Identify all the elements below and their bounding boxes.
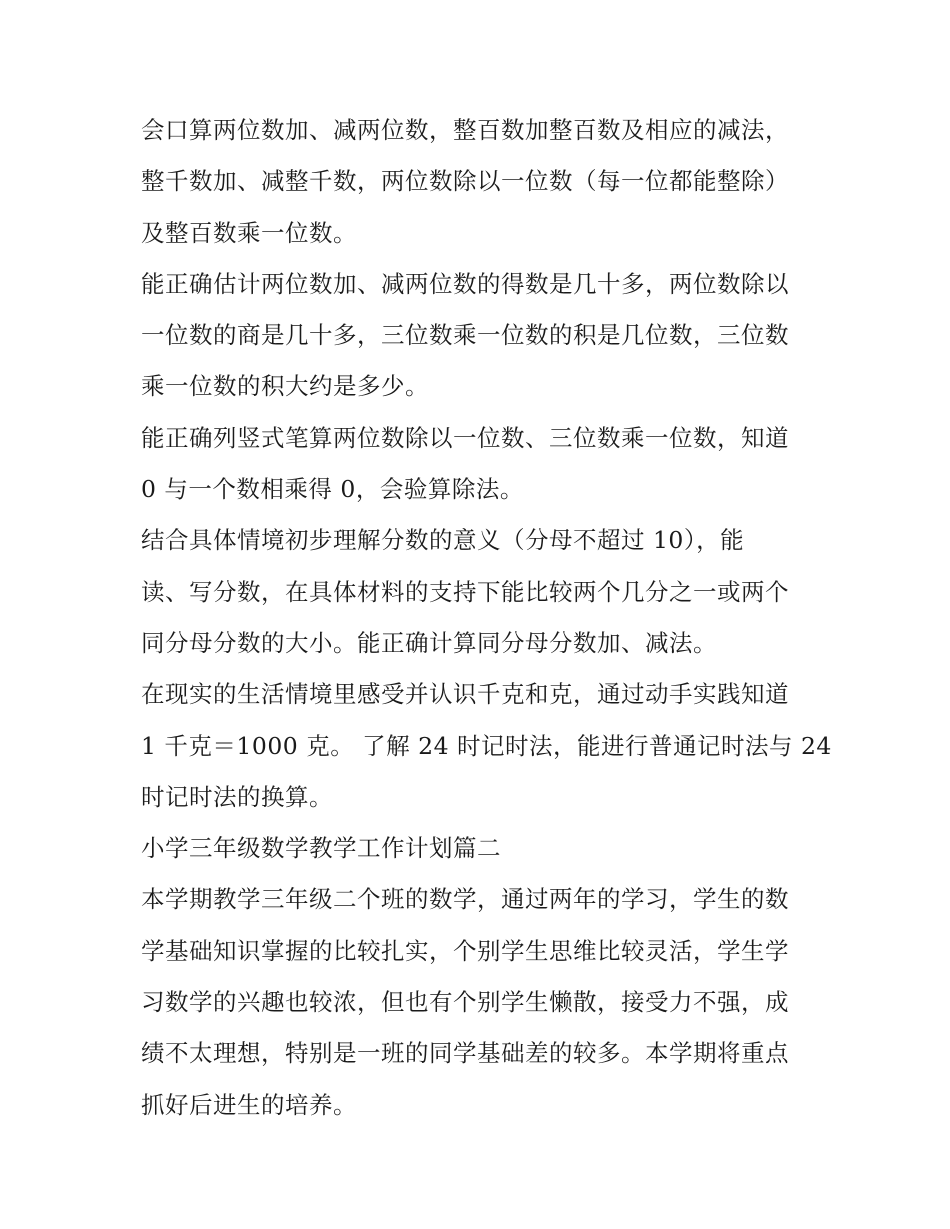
text-line: 结合具体情境初步理解分数的意义（分母不超过 10），能 — [141, 526, 745, 555]
text-line: 会口算两位数加、减两位数，整百数加整百数及相应的减法， — [141, 116, 789, 144]
document-body — [141, 105, 832, 1131]
text-line: 整千数加、减整千数，两位数除以一位数（每一位都能整除） — [141, 167, 789, 196]
text-line: 时记时法的换算。 — [141, 782, 333, 811]
section-heading: 小学三年级数学教学工作计划篇二 — [141, 834, 501, 863]
text-line: 0 与一个数相乘得 0，会验算除法。 — [141, 475, 524, 504]
text-line: 本学期教学三年级二个班的数学，通过两年的学习，学生的数 — [141, 885, 789, 914]
text-line: 习数学的兴趣也较浓，但也有个别学生懒散，接受力不强，成 — [141, 988, 789, 1017]
text-line: 同分母分数的大小。能正确计算同分母分数加、减法。 — [141, 628, 717, 657]
text-line: 乘一位数的积大约是多少。 — [141, 372, 429, 401]
text-line: 绩不太理想，特别是一班的同学基础差的较多。本学期将重点 — [141, 1039, 789, 1068]
text-line: 能正确估计两位数加、减两位数的得数是几十多，两位数除以 — [141, 269, 789, 298]
text-line: 在现实的生活情境里感受并认识千克和克，通过动手实践知道 — [141, 680, 789, 709]
text-line: 一位数的商是几十多，三位数乘一位数的积是几位数，三位数 — [141, 321, 789, 350]
text-line: 能正确列竖式笔算两位数除以一位数、三位数乘一位数，知道 — [141, 423, 789, 452]
text-line: 及整百数乘一位数。 — [141, 218, 357, 247]
text-line: 1 千克＝1000 克。 了解 24 时记时法，能进行普通记时法与 24 — [141, 731, 832, 760]
text-line: 抓好后进生的培养。 — [141, 1090, 357, 1119]
text-line: 学基础知识掌握的比较扎实，个别学生思维比较灵活，学生学 — [141, 936, 789, 965]
text-line: 读、写分数，在具体材料的支持下能比较两个几分之一或两个 — [141, 577, 789, 606]
